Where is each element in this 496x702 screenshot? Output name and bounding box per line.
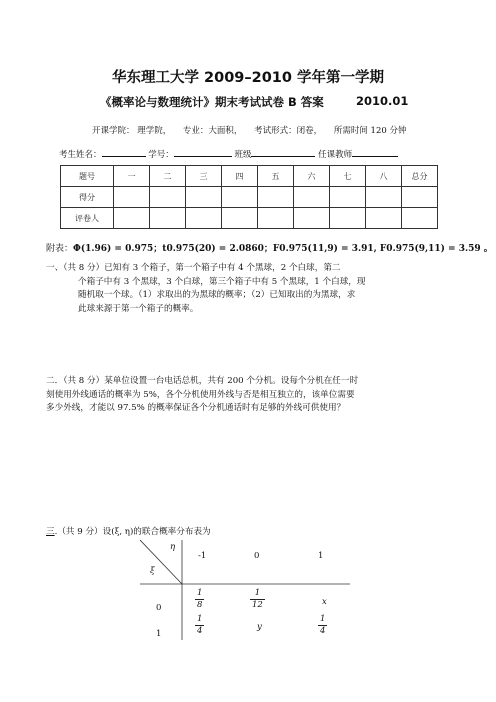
question-2-line: 多少外线，才能以 97.5% 的概率保证各个分机通话时有足够的外线可供使用？: [46, 403, 346, 413]
xi-label: ξ: [150, 566, 155, 576]
teacher-label: 任课教师: [318, 150, 353, 160]
name-label: 考生姓名：: [59, 150, 102, 160]
score-cell[interactable]: [294, 187, 330, 208]
question-1: [46, 262, 365, 316]
meta-college: 开课学院： 理学院，: [92, 126, 172, 136]
score-cell[interactable]: [114, 187, 150, 208]
grader-cell[interactable]: [366, 208, 402, 229]
score-cell[interactable]: [330, 187, 366, 208]
diagonal-divider: [140, 540, 182, 584]
score-cell[interactable]: [186, 187, 222, 208]
row-header: 1: [156, 629, 162, 639]
score-header: 二: [150, 166, 186, 187]
score-header: 总分: [402, 166, 438, 187]
score-header: 五: [258, 166, 294, 187]
score-table: [60, 165, 438, 229]
score-header: 六: [294, 166, 330, 187]
score-header-row: [61, 166, 438, 187]
grader-cell[interactable]: [294, 208, 330, 229]
score-header: 一: [114, 166, 150, 187]
question-2: [46, 375, 358, 416]
appendix-formula: Φ(1.96) = 0.975；t0.975(20) = 2.0860；F0.975(11,9) = 3.91, F0.975(9,11) = 3.59 。: [73, 244, 493, 254]
row-header: 0: [156, 603, 162, 613]
appendix: [46, 241, 493, 254]
eta-label: η: [170, 542, 176, 552]
id-field[interactable]: [174, 147, 232, 157]
grader-cell[interactable]: [186, 208, 222, 229]
grader-cell[interactable]: [114, 208, 150, 229]
score-header: 四: [222, 166, 258, 187]
grader-row: [61, 208, 438, 229]
score-header: 三: [186, 166, 222, 187]
question-1-line: 一、（共 8 分）已知有 3 个箱子，第一个箱子中有 4 个黑球，2 个白球，第二: [46, 263, 341, 273]
score-row: [61, 187, 438, 208]
col-header: -1: [198, 551, 207, 561]
meta-major: 专业：大面积，: [182, 126, 243, 136]
score-header: 七: [330, 166, 366, 187]
id-label: 学号：: [148, 150, 174, 160]
appendix-label: 附表：: [46, 244, 74, 254]
score-cell[interactable]: [402, 187, 438, 208]
question-3-number: 三: [46, 527, 55, 537]
teacher-field[interactable]: [352, 147, 398, 157]
score-cell[interactable]: [222, 187, 258, 208]
grader-cell[interactable]: [222, 208, 258, 229]
question-1-line: 此球来源于第一个箱子的概率。: [78, 303, 199, 314]
score-row-label: 得分: [61, 187, 114, 208]
score-cell[interactable]: [258, 187, 294, 208]
cell-0-1: $\frac{1}{12}$: [252, 588, 263, 610]
cell-1-0: $\frac{1}{4}$: [197, 614, 203, 636]
exam-title: 华东理工大学 2009–2010 学年第一学期: [111, 70, 385, 86]
score-cell[interactable]: [150, 187, 186, 208]
cell-1-2: $\frac{1}{4}$: [320, 614, 326, 636]
col-header: 0: [254, 551, 260, 561]
score-header: 题号: [61, 166, 114, 187]
question-3: [46, 526, 211, 540]
student-info: [59, 147, 398, 160]
exam-meta: [92, 124, 415, 136]
question-3-text: .（共 9 分）设(ξ, η)的联合概率分布表为: [54, 527, 211, 537]
cell-0-0: $\frac{1}{8}$: [197, 588, 203, 610]
question-1-line: 随机取一个球。（1）求取出的为黑球的概率；（2）已知取出的为黑球，求: [78, 290, 356, 300]
question-1-line: 个箱子中有 3 个黑球，3 个白球，第三个箱子中有 5 个黑球，1 个白球，现: [78, 276, 366, 287]
meta-format: 考试形式：闭卷，: [254, 126, 323, 136]
question-2-line: 刻使用外线通话的概率为 5%，各个分机使用外线与否是相互独立的，该单位需要: [46, 389, 355, 400]
grader-cell[interactable]: [330, 208, 366, 229]
grader-cell[interactable]: [402, 208, 438, 229]
exam-date: 2010.01: [356, 94, 409, 108]
grader-row-label: 评卷人: [61, 208, 114, 229]
joint-distribution-table: [140, 540, 350, 640]
name-field[interactable]: [102, 147, 146, 157]
cell-1-1: y: [257, 622, 262, 632]
score-header: 八: [366, 166, 402, 187]
cell-0-2: x: [322, 597, 327, 607]
class-field[interactable]: [251, 147, 315, 157]
exam-subtitle: 《概率论与数理统计》期末考试试卷 B 答案: [100, 95, 324, 109]
col-header: 1: [318, 551, 324, 561]
grader-cell[interactable]: [258, 208, 294, 229]
score-cell[interactable]: [366, 187, 402, 208]
class-label: 班级: [234, 150, 252, 160]
question-2-line: 二．（共 8 分）某单位设置一台电话总机，共有 200 个分机。设每个分机在任一时: [46, 376, 359, 386]
grader-cell[interactable]: [150, 208, 186, 229]
meta-duration: 所需时间 120 分钟: [333, 126, 407, 136]
